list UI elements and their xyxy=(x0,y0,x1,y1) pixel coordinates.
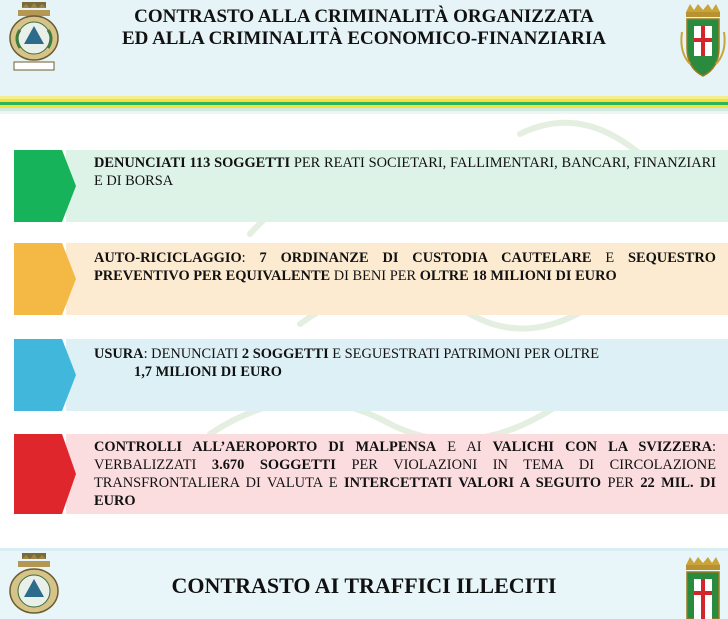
police-emblem-icon xyxy=(4,551,64,619)
slide-title-line-1: CONTRASTO ALLA CRIMINALITÀ ORGANIZZATA xyxy=(134,6,594,27)
header-stripes xyxy=(0,96,728,114)
item-text: USURA: DENUNCIATI 2 SOGGETTI E SEGUESTRATI PATRIMONI PER OLTRE 1,7 MILIONI DI EURO xyxy=(94,346,600,380)
item-text: DENUNCIATI 113 SOGGETTI PER REATI SOCIETARI, FALLIMENTARI, BANCARI, FINANZIARI E DI BORSA xyxy=(94,155,716,189)
chevron-arrow-icon xyxy=(14,243,76,315)
chevron-arrow-icon xyxy=(14,434,76,514)
list-item xyxy=(14,339,728,411)
police-emblem-icon xyxy=(4,0,64,78)
slide-title-line-2: ED ALLA CRIMINALITÀ ECONOMICO-FINANZIARIA xyxy=(121,28,607,49)
list-item xyxy=(14,150,728,222)
list-item xyxy=(14,434,728,514)
chevron-arrow-icon xyxy=(14,339,76,411)
slide-illicit-traffic xyxy=(0,548,728,619)
slide-title: CONTRASTO AI TRAFFICI ILLECITI xyxy=(171,573,557,598)
item-text: CONTROLLI ALL’AEROPORTO DI MALPENSA E AI VALICHI CON LA SVIZZERA: VERBALIZZATI 3.670 SOGGETTI PER VIOLAZIONI IN TEMA DI CIRCOLAZIONE TRANSFRONTALIERA DI VALUTA E INTERCETTATI VALORI A SEGUITO PER 22 MIL. DI EURO xyxy=(94,439,716,509)
city-coat-of-arms-icon xyxy=(680,2,726,80)
city-coat-of-arms-icon xyxy=(680,555,726,619)
chevron-arrow-icon xyxy=(14,150,76,222)
list-item xyxy=(14,243,728,315)
item-text: AUTO-RICICLAGGIO: 7 ORDINANZE DI CUSTODIA CAUTELARE E SEQUESTRO PREVENTIVO PER EQUIVALENTE DI BENI PER OLTRE 18 MILIONI DI EURO xyxy=(94,250,716,284)
slide-title xyxy=(80,6,648,50)
